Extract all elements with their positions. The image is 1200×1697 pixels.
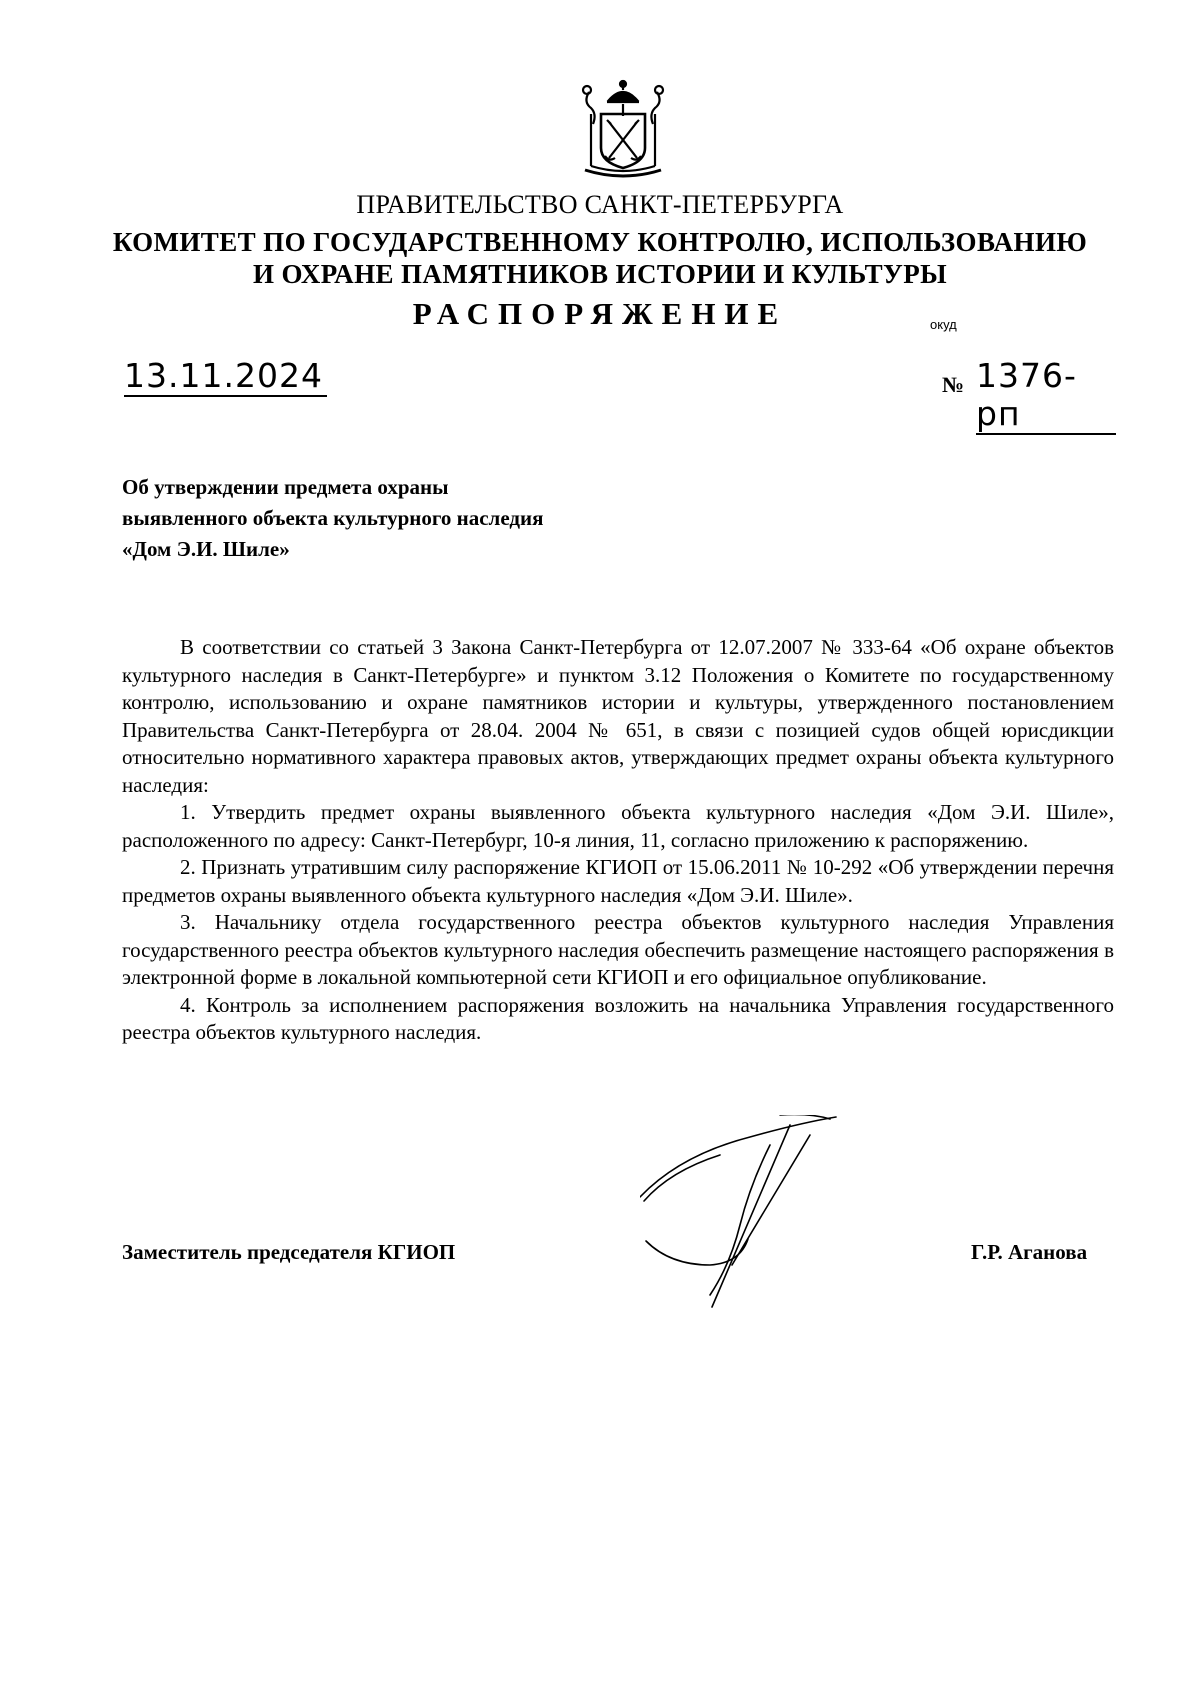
- document-date: 13.11.2024: [124, 357, 327, 397]
- preamble-paragraph: В соответствии со статьей 3 Закона Санкт-Петербурга от 12.07.2007 № 333-64 «Об охране объектов культурного наследия в Санкт-Петербурге» и пунктом 3.12 Положения о Комитете по государственному контролю, использованию и охране памятников истории и культуры, утвержденного постановлением Правительства Санкт-Петербурга от 28.04. 2004 № 651, в связи с позицией судов общей юрисдикции относительно нормативного характера правовых актов, утверждающих предмет охраны объекта культурного наследия:: [122, 635, 1114, 797]
- number-label: №: [942, 372, 965, 397]
- coat-of-arms-icon: [575, 78, 671, 182]
- document-number: 1376-рп: [976, 357, 1116, 435]
- signatory-title: Заместитель председателя КГИОП: [122, 1240, 456, 1264]
- item-3-paragraph: 3. Начальнику отдела государственного реестра объектов культурного наследия Управления государственного реестра объектов культурного наследия обеспечить размещение настоящего распоряжения в электронной форме в локальной компьютерной сети КГИОП и его официальное опубликование.: [122, 910, 1114, 989]
- committee-line-2: И ОХРАНЕ ПАМЯТНИКОВ ИСТОРИИ И КУЛЬТУРЫ: [252, 259, 947, 289]
- subject-line-2: выявленного объекта культурного наследия: [122, 506, 544, 530]
- okud-label: окуд: [930, 317, 957, 332]
- item-2-paragraph: 2. Признать утратившим силу распоряжение КГИОП от 15.06.2011 № 10-292 «Об утверждении перечня предметов охраны выявленного объекта культурного наследия «Дом Э.И. Шиле».: [122, 855, 1114, 907]
- document-subject: [122, 472, 742, 565]
- committee-line-1: КОМИТЕТ ПО ГОСУДАРСТВЕННОМУ КОНТРОЛЮ, ИСПОЛЬЗОВАНИЮ: [112, 227, 1088, 257]
- document-type: РАСПОРЯЖЕНИЕ: [412, 296, 788, 331]
- subject-line-1: Об утверждении предмета охраны: [122, 475, 449, 499]
- item-1-paragraph: 1. Утвердить предмет охраны выявленного объекта культурного наследия «Дом Э.И. Шиле», расположенного по адресу: Санкт-Петербург, 10-я линия, 11, согласно приложению к распоряжению.: [122, 800, 1114, 852]
- signatory-name: Г.Р. Аганова: [971, 1240, 1088, 1264]
- subject-line-3: «Дом Э.И. Шиле»: [122, 537, 290, 561]
- committee-name: [0, 226, 1200, 290]
- handwritten-signature-icon: [640, 1115, 870, 1315]
- item-4-paragraph: 4. Контроль за исполнением распоряжения возложить на начальника Управления государственного реестра объектов культурного наследия.: [122, 992, 1114, 1044]
- government-name: ПРАВИТЕЛЬСТВО САНКТ-ПЕТЕРБУРГА: [356, 190, 844, 219]
- document-body: [122, 634, 1114, 1047]
